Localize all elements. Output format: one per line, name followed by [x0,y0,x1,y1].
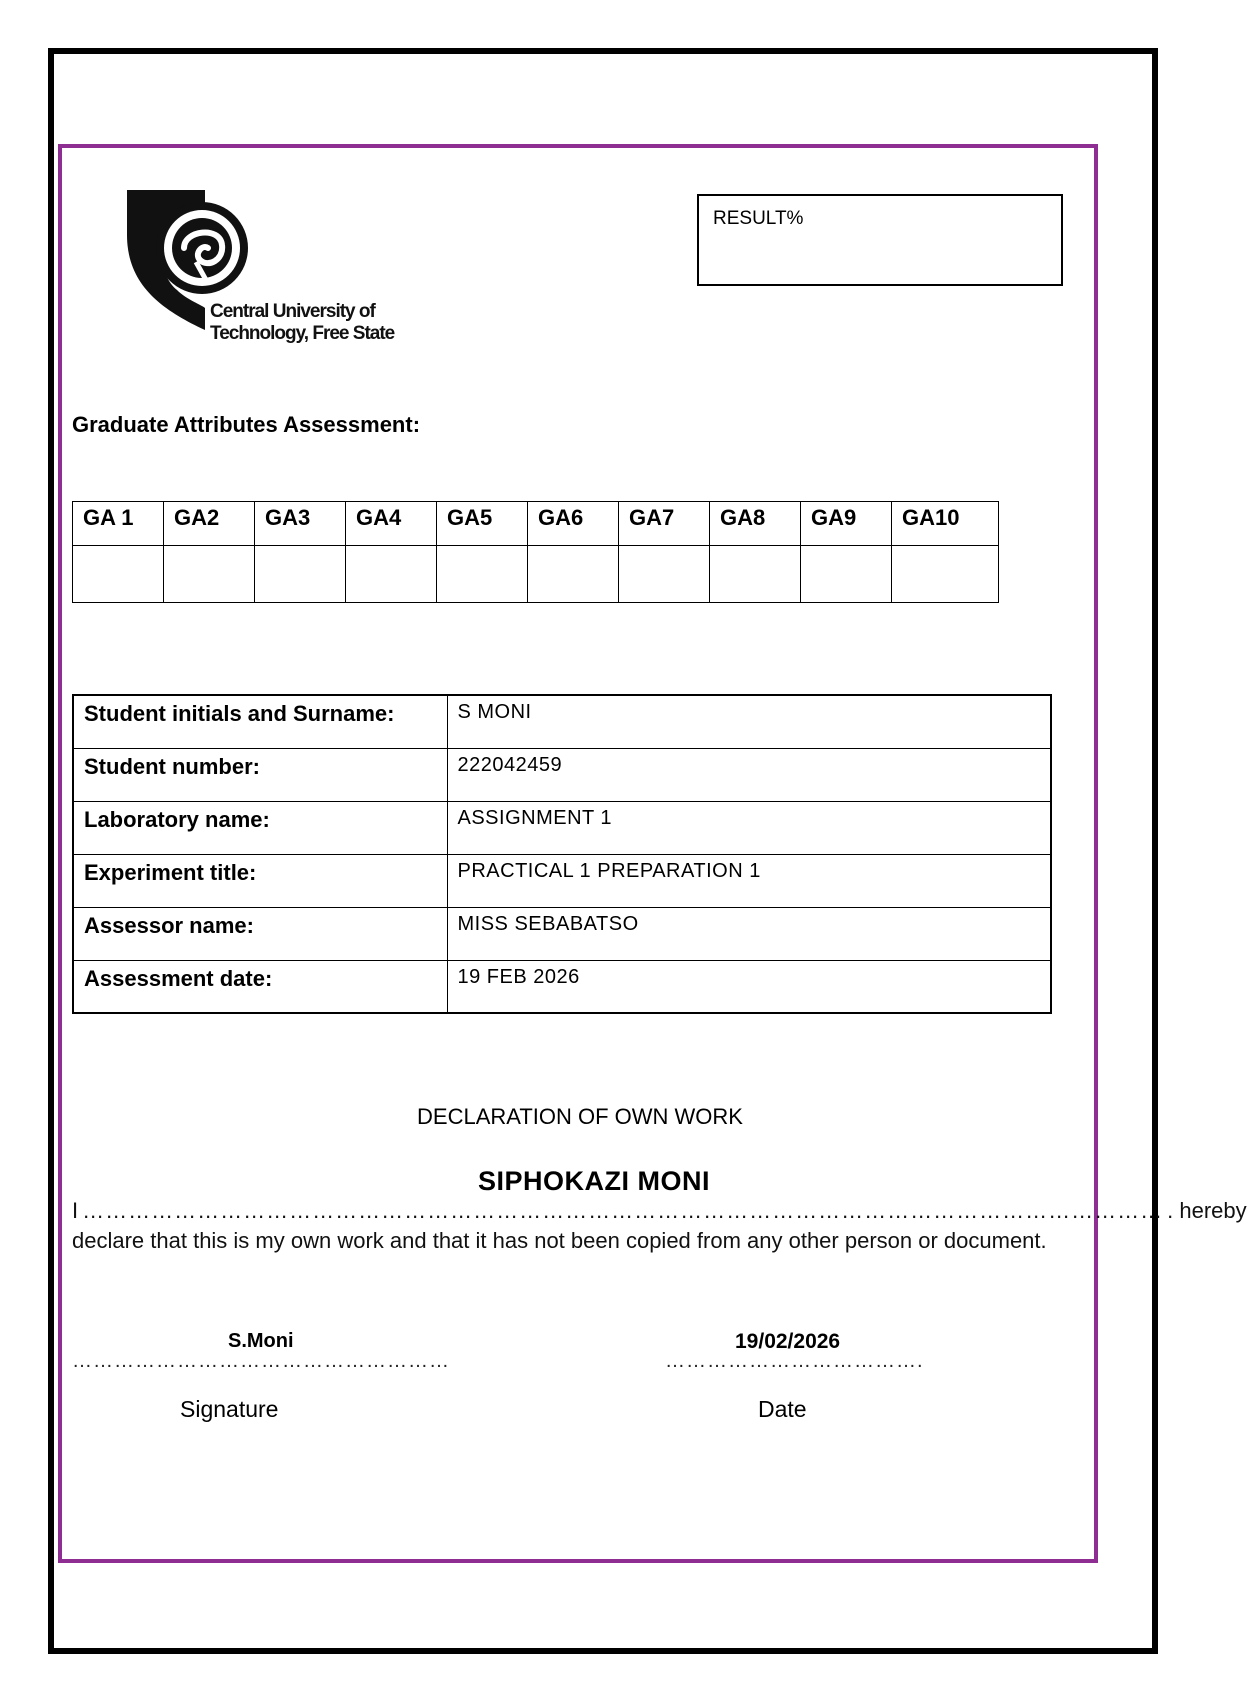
declaration-line-end: . hereby [1167,1198,1247,1223]
ga-score-cell[interactable] [164,546,255,603]
ga-score-cell[interactable] [619,546,710,603]
experiment-title-label: Experiment title: [73,854,447,907]
result-box [697,194,1063,286]
ga-score-cell[interactable] [801,546,892,603]
ga-score-cell[interactable] [710,546,801,603]
experiment-title-value: PRACTICAL 1 PREPARATION 1 [447,854,1051,907]
declaration-name-line [72,1196,1247,1226]
ga-score-cell[interactable] [255,546,346,603]
signature-dotted-line: ……………………………………………… [72,1350,450,1372]
student-number-label: Student number: [73,748,447,801]
declaration-title: DECLARATION OF OWN WORK [417,1104,743,1129]
ga-header-cell: GA6 [528,502,619,546]
institution-name-line2: Technology, Free State [210,323,395,344]
table-row [73,960,1051,1013]
institution-name-line1: Central University of [210,301,375,322]
ga-header-cell: GA5 [437,502,528,546]
ga-score-row [73,546,999,603]
ga-header-cell: GA4 [346,502,437,546]
ga-header-cell: GA10 [892,502,999,546]
ga-header-cell: GA2 [164,502,255,546]
graduate-attributes-heading: Graduate Attributes Assessment: [72,412,421,437]
declaration-text: declare that this is my own work and that it has not been copied from any other person or document. [72,1228,1047,1253]
institution-name [210,301,394,345]
ga-header-cell: GA8 [710,502,801,546]
ga-header-cell: GA7 [619,502,710,546]
table-row [73,854,1051,907]
laboratory-name-label: Laboratory name: [73,801,447,854]
ga-header-cell: GA9 [801,502,892,546]
ga-score-cell[interactable] [73,546,164,603]
ga-score-cell[interactable] [346,546,437,603]
date-dotted-line: ………………………………. [665,1350,924,1372]
declaration-dotted-line: …………………………………………………………………………………………………………………………… [82,1198,1164,1223]
assessment-date-label: Assessment date: [73,960,447,1013]
graduate-attributes-table [72,501,999,603]
ga-score-cell[interactable] [437,546,528,603]
student-number-value: 222042459 [447,748,1051,801]
result-label: RESULT% [713,208,804,229]
declaration-line-start: I [72,1198,79,1223]
date-value: 19/02/2026 [735,1330,841,1353]
ga-header-cell: GA 1 [73,502,164,546]
declaration-statement [72,1196,1247,1256]
ga-score-cell[interactable] [892,546,999,603]
date-label: Date [758,1396,807,1422]
table-row [73,695,1051,748]
table-row [73,801,1051,854]
ga-header-row [73,502,999,546]
student-name-value: S MONI [447,695,1051,748]
assessor-name-label: Assessor name: [73,907,447,960]
laboratory-name-value: ASSIGNMENT 1 [447,801,1051,854]
assessor-name-value: MISS SEBABATSO [447,907,1051,960]
table-row [73,748,1051,801]
ga-header-cell: GA3 [255,502,346,546]
assessment-date-value: 19 FEB 2026 [447,960,1051,1013]
signature-label: Signature [180,1396,279,1422]
ga-score-cell[interactable] [528,546,619,603]
declarant-name: SIPHOKAZI MONI [477,1166,710,1196]
table-row [73,907,1051,960]
signature-value: S.Moni [228,1330,294,1352]
student-name-label: Student initials and Surname: [73,695,447,748]
student-info-table [72,694,1052,1014]
